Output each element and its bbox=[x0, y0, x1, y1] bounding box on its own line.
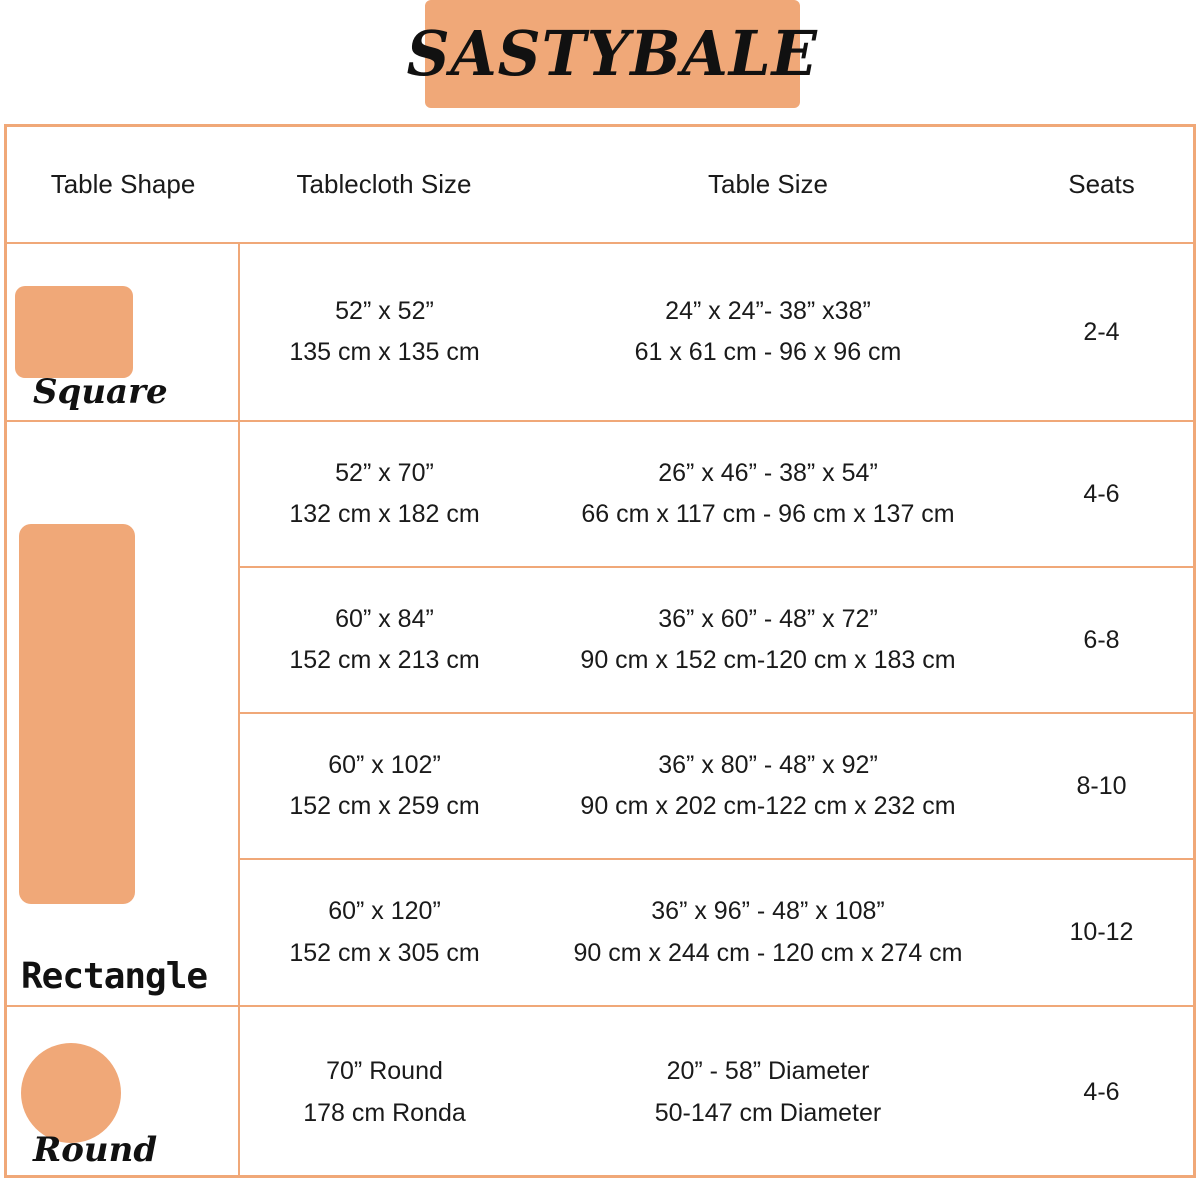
shape-cell-rectangle bbox=[7, 421, 239, 1006]
seats-cell: 10-12 bbox=[1007, 859, 1196, 1005]
tablecloth-size-inches: 60” x 84” bbox=[335, 604, 434, 633]
shape-label-round: Round bbox=[33, 1130, 158, 1170]
table-size-cell bbox=[529, 859, 1007, 1005]
table-row bbox=[7, 1006, 1196, 1178]
seats-cell: 4-6 bbox=[1007, 1006, 1196, 1178]
table-body bbox=[7, 243, 1196, 1178]
tablecloth-size-cm: 178 cm Ronda bbox=[303, 1098, 466, 1127]
table-size-inches: 36” x 60” - 48” x 72” bbox=[658, 604, 878, 633]
tablecloth-size-cm: 152 cm x 213 cm bbox=[289, 646, 480, 674]
shape-cell-square bbox=[7, 243, 239, 421]
table-size-inches: 26” x 46” - 38” x 54” bbox=[658, 458, 878, 487]
table-size-cm: 90 cm x 244 cm - 120 cm x 274 cm bbox=[573, 938, 963, 967]
tablecloth-size-cell bbox=[239, 1006, 529, 1178]
column-header-table-shape: Table Shape bbox=[7, 127, 239, 243]
seats-cell: 8-10 bbox=[1007, 713, 1196, 859]
rectangle-shape-icon bbox=[19, 524, 135, 904]
tablecloth-size-cell bbox=[239, 421, 529, 567]
tablecloth-size-cm: 152 cm x 259 cm bbox=[289, 792, 480, 820]
brand-badge bbox=[406, 0, 818, 108]
table-size-inches: 20” - 58” Diameter bbox=[666, 1057, 870, 1085]
tablecloth-size-cm: 152 cm x 305 cm bbox=[289, 938, 480, 967]
shape-label-rectangle: Rectangle bbox=[21, 956, 208, 997]
header-row bbox=[7, 127, 1196, 243]
size-chart-table bbox=[7, 127, 1196, 1178]
tablecloth-size-inches: 60” x 102” bbox=[328, 750, 441, 779]
table-size-cm: 90 cm x 202 cm-122 cm x 232 cm bbox=[580, 792, 956, 820]
tablecloth-size-cm: 135 cm x 135 cm bbox=[289, 338, 480, 366]
seats-cell: 4-6 bbox=[1007, 421, 1196, 567]
tablecloth-size-cell bbox=[239, 859, 529, 1005]
table-size-cm: 50-147 cm Diameter bbox=[654, 1098, 882, 1127]
tablecloth-size-cm: 132 cm x 182 cm bbox=[289, 500, 480, 528]
column-header-table-size: Table Size bbox=[529, 127, 1007, 243]
table-size-cell bbox=[529, 421, 1007, 567]
tablecloth-size-cell bbox=[239, 713, 529, 859]
table-row bbox=[7, 421, 1196, 567]
seats-cell: 2-4 bbox=[1083, 317, 1120, 346]
table-size-cell bbox=[529, 1006, 1007, 1178]
table-size-inches: 36” x 80” - 48” x 92” bbox=[658, 750, 878, 779]
square-shape-icon bbox=[15, 286, 133, 378]
table-size-cell bbox=[529, 567, 1007, 713]
tablecloth-size-cell bbox=[239, 243, 529, 421]
tablecloth-size-inches: 60” x 120” bbox=[328, 897, 441, 925]
table-row bbox=[7, 243, 1196, 421]
size-chart-container bbox=[4, 124, 1196, 1178]
tablecloth-size-inches: 70” Round bbox=[326, 1057, 443, 1085]
table-size-cm: 61 x 61 cm - 96 x 96 cm bbox=[634, 338, 902, 366]
brand-name: SASTYBALE bbox=[406, 17, 818, 90]
shape-label-square: Square bbox=[33, 372, 168, 412]
table-size-cell bbox=[529, 713, 1007, 859]
shape-cell-round bbox=[7, 1006, 239, 1178]
tablecloth-size-inches: 52” x 70” bbox=[335, 458, 434, 487]
seats-cell: 6-8 bbox=[1007, 567, 1196, 713]
table-size-inches: 36” x 96” - 48” x 108” bbox=[651, 897, 885, 925]
tablecloth-size-cell bbox=[239, 567, 529, 713]
column-header-seats: Seats bbox=[1007, 127, 1196, 243]
brand-banner bbox=[0, 0, 1200, 118]
table-size-inches: 24” x 24”- 38” x38” bbox=[665, 296, 871, 325]
round-shape-icon bbox=[21, 1043, 121, 1143]
table-size-cm: 90 cm x 152 cm-120 cm x 183 cm bbox=[580, 646, 956, 674]
table-header bbox=[7, 127, 1196, 243]
table-size-cell bbox=[529, 243, 1007, 421]
table-size-cm: 66 cm x 117 cm - 96 cm x 137 cm bbox=[581, 500, 955, 528]
tablecloth-size-inches: 52” x 52” bbox=[335, 296, 434, 325]
column-header-tablecloth-size: Tablecloth Size bbox=[239, 127, 529, 243]
